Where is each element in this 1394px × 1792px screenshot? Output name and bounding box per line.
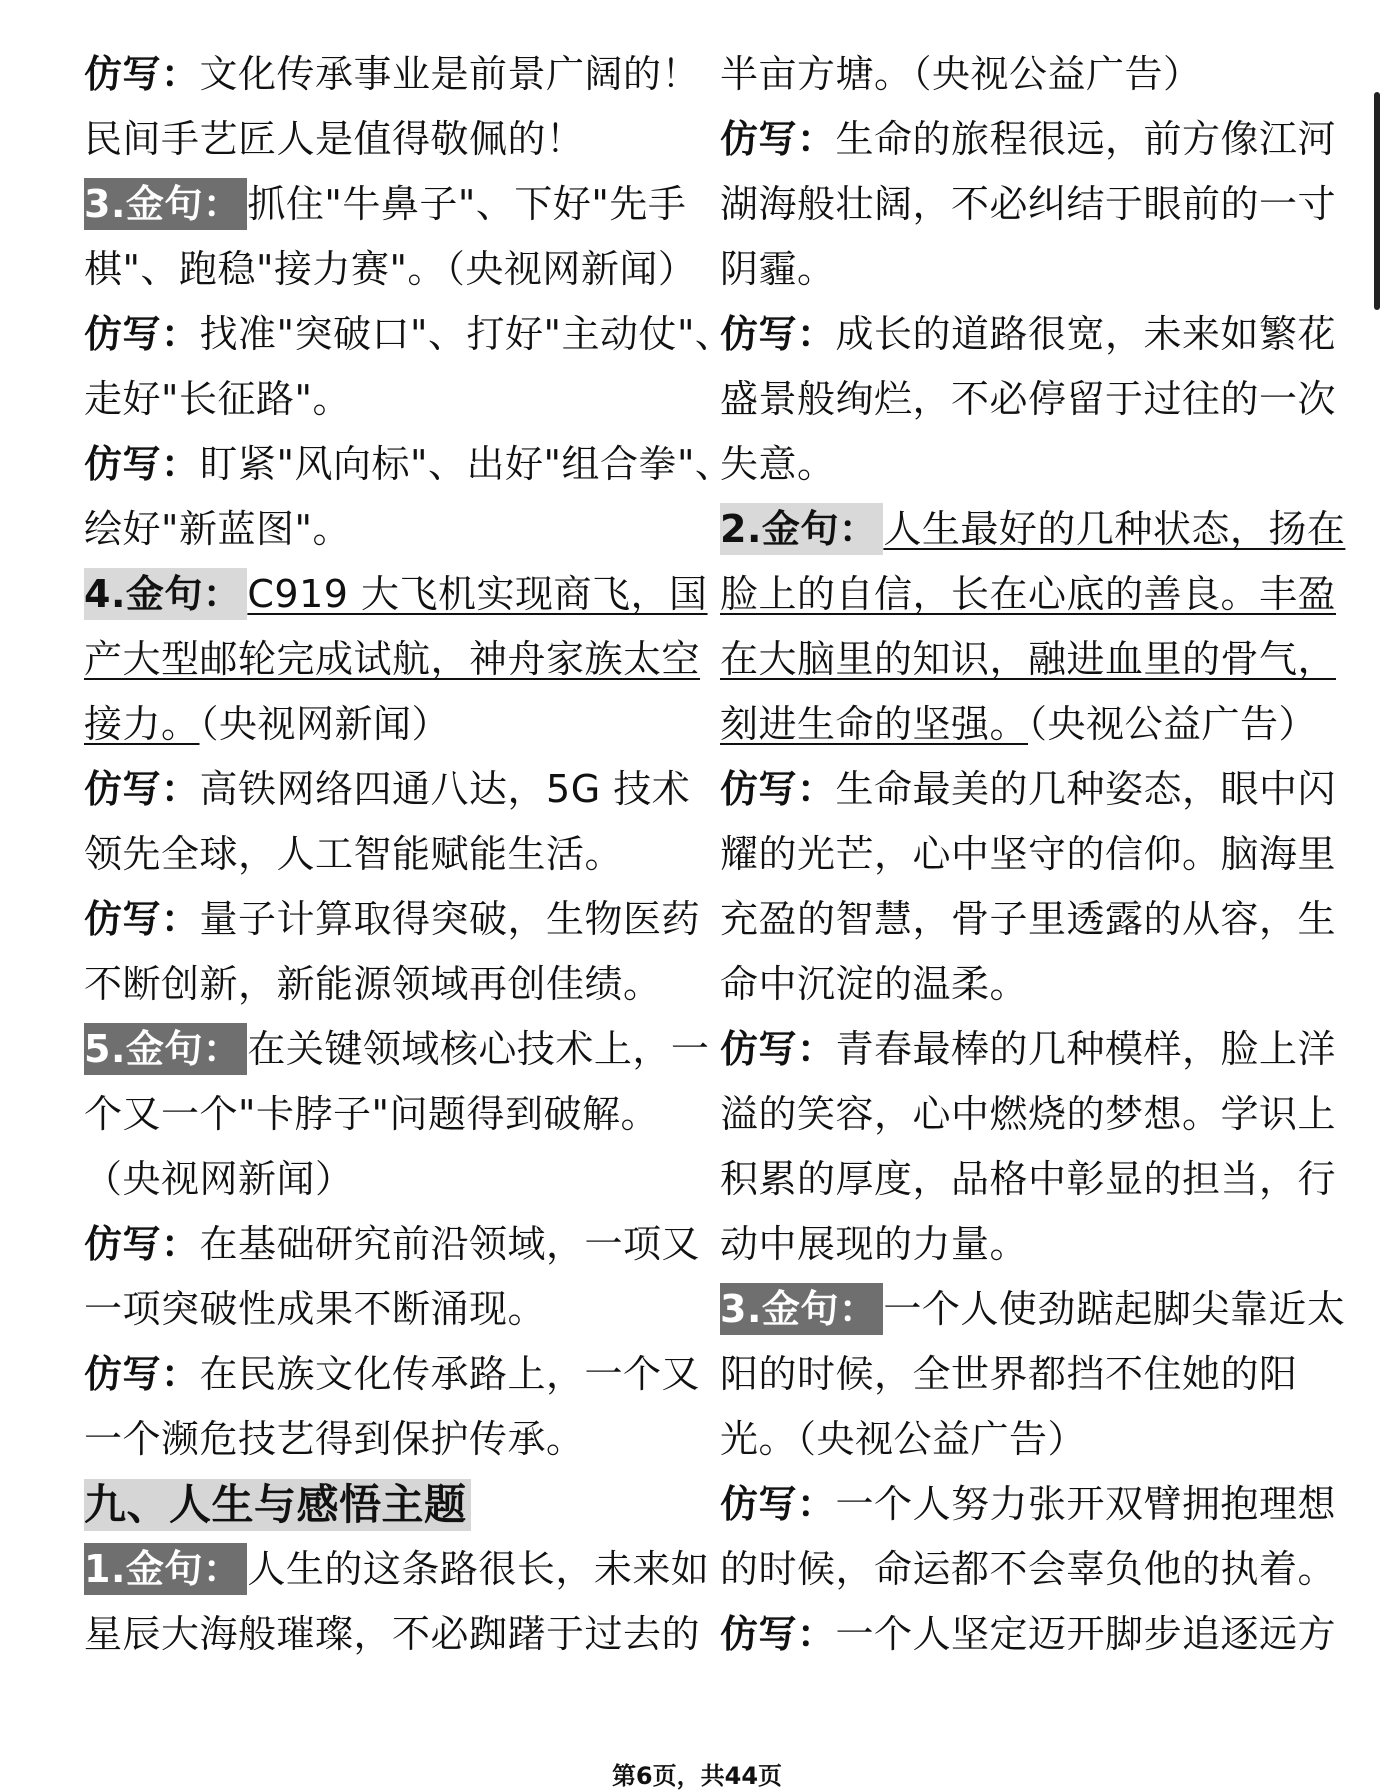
paragraph-line: 走好"长征路"。 [84, 377, 351, 421]
imitation-label: 仿写： [720, 1482, 836, 1526]
quote-line: 棋"、跑稳"接力赛"。（央视网新闻） [84, 247, 697, 291]
quote-line: 2.金句： 人生最好的几种状态，扬在 [720, 497, 1320, 562]
quote-badge: 3.金句： [84, 178, 247, 230]
paragraph-line: 一个濒危技艺得到保护传承。 [84, 1417, 585, 1461]
quote-line: 接力。（央视网新闻） [84, 702, 451, 746]
left-column [84, 42, 734, 1667]
paragraph-line: 溢的笑容，心中燃烧的梦想。学识上 [720, 1092, 1337, 1136]
quote-line: 1.金句： 人生的这条路很长，未来如 [84, 1537, 684, 1602]
paragraph-line: 的时候，命运都不会辜负他的执着。 [720, 1547, 1337, 1591]
paragraph-line: 阴霾。 [720, 247, 836, 291]
right-column [720, 42, 1346, 1667]
quote-source: （央视网新闻） [84, 1157, 354, 1201]
paragraph-line: 失意。 [720, 442, 836, 486]
quote-line: 4.金句： C919 大飞机实现商飞，国 [84, 562, 684, 627]
paragraph-line: 一项突破性成果不断涌现。 [84, 1287, 547, 1331]
quote-line: 5.金句： 在关键领域核心技术上，一 [84, 1017, 684, 1082]
quote-line: 在大脑里的知识，融进血里的骨气， [720, 637, 1337, 681]
paragraph-line: 仿写：成长的道路很宽，未来如繁花 [720, 312, 1337, 356]
quote-badge: 5.金句： [84, 1023, 247, 1075]
imitation-label: 仿写： [84, 897, 200, 941]
paragraph-line: 绘好"新蓝图"。 [84, 507, 351, 551]
quote-line: 3.金句： 抓住"牛鼻子"、下好"先手 [84, 172, 684, 237]
quote-line: 3.金句： 一个人使劲踮起脚尖靠近太 [720, 1277, 1320, 1342]
imitation-label: 仿写： [84, 1222, 200, 1266]
quote-line: 个又一个"卡脖子"问题得到破解。 [84, 1092, 659, 1136]
paragraph-line: 动中展现的力量。 [720, 1222, 1029, 1266]
quote-badge: 3.金句： [720, 1283, 883, 1335]
imitation-label: 仿写： [720, 1612, 836, 1656]
imitation-label: 仿写： [720, 117, 836, 161]
paragraph-line: 半亩方塘。（央视公益广告） [720, 52, 1202, 96]
paragraph-line: 仿写：盯紧"风向标"、出好"组合拳"、 [84, 442, 734, 486]
paragraph-line: 仿写：在基础研究前沿领域，一项又 [84, 1222, 701, 1266]
scrollbar[interactable] [1374, 92, 1380, 310]
quote-badge: 2.金句： [720, 503, 883, 555]
paragraph-line: 仿写：一个人坚定迈开脚步追逐远方 [720, 1612, 1337, 1656]
paragraph-line: 仿写：青春最棒的几种模样，脸上洋 [720, 1027, 1337, 1071]
paragraph-line: 仿写：在民族文化传承路上，一个又 [84, 1352, 701, 1396]
paragraph-line: 仿写：生命最美的几种姿态，眼中闪 [720, 767, 1337, 811]
paragraph-line: 湖海般壮阔，不必纠结于眼前的一寸 [720, 182, 1337, 226]
quote-badge: 1.金句： [84, 1543, 247, 1595]
paragraph-line: 命中沉淀的温柔。 [720, 962, 1029, 1006]
paragraph-line: 仿写：生命的旅程很远，前方像江河 [720, 117, 1337, 161]
imitation-label: 仿写： [720, 312, 836, 356]
quote-line: 刻进生命的坚强。（央视公益广告） [720, 702, 1318, 746]
paragraph-line: 领先全球，人工智能赋能生活。 [84, 832, 624, 876]
paragraph-line: 仿写：量子计算取得突破，生物医药 [84, 897, 701, 941]
quote-line: 产大型邮轮完成试航，神舟家族太空 [84, 637, 701, 681]
paragraph-line: 仿写：找准"突破口"、打好"主动仗"、 [84, 312, 734, 356]
paragraph-line: 仿写：一个人努力张开双臂拥抱理想 [720, 1482, 1337, 1526]
paragraph-line: 仿写：文化传承事业是前景广阔的！ [84, 52, 701, 96]
paragraph-line: 积累的厚度，品格中彰显的担当，行 [720, 1157, 1337, 1201]
section-heading: 九、人生与感悟主题 [84, 1472, 684, 1537]
imitation-label: 仿写： [84, 52, 200, 96]
imitation-label: 仿写： [720, 767, 836, 811]
paragraph-line: 不断创新，新能源领域再创佳绩。 [84, 962, 662, 1006]
imitation-label: 仿写： [720, 1027, 836, 1071]
paragraph-line: 充盈的智慧，骨子里透露的从容，生 [720, 897, 1337, 941]
page-number: 第6页，共44页 [611, 1762, 783, 1790]
quote-line [84, 1147, 684, 1212]
paragraph-line: 耀的光芒，心中坚守的信仰。脑海里 [720, 832, 1337, 876]
paragraph-line: 仿写：高铁网络四通八达，5G 技术 [84, 767, 691, 811]
paragraph-line: 民间手艺匠人是值得敬佩的！ [84, 117, 585, 161]
quote-line: 光。（央视公益广告） [720, 1417, 1087, 1461]
imitation-label: 仿写： [84, 767, 200, 811]
imitation-label: 仿写： [84, 442, 200, 486]
quote-line: 脸上的自信，长在心底的善良。丰盈 [720, 572, 1337, 616]
quote-line: 阳的时候，全世界都挡不住她的阳 [720, 1352, 1298, 1396]
quote-source: （央视网新闻） [199, 702, 451, 746]
quote-source: （央视公益广告） [1028, 702, 1318, 746]
paragraph-line: 盛景般绚烂，不必停留于过往的一次 [720, 377, 1337, 421]
imitation-label: 仿写： [84, 312, 200, 356]
quote-line: 星辰大海般璀璨，不必踟躇于过去的 [84, 1612, 701, 1656]
quote-badge: 4.金句： [84, 568, 247, 620]
imitation-label: 仿写： [84, 1352, 200, 1396]
